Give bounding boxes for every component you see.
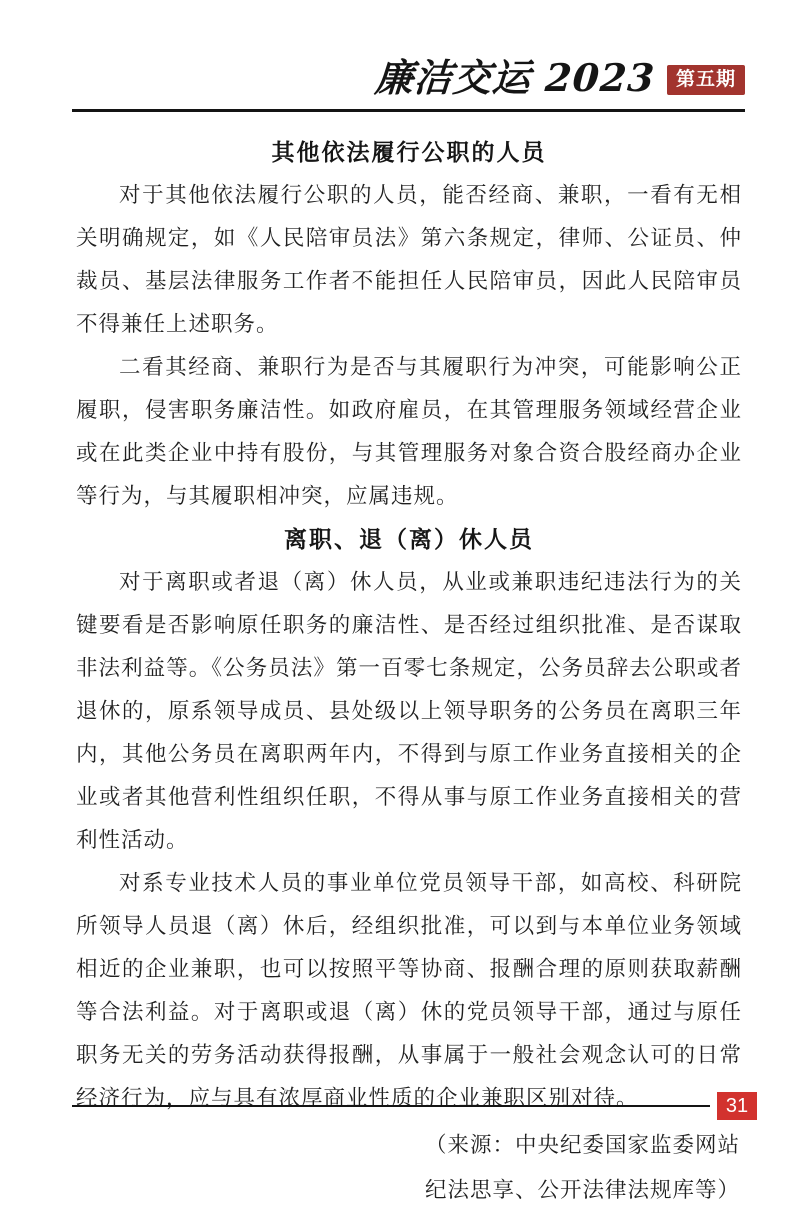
issue-number-badge: 第五期: [667, 65, 745, 95]
page-header: [0, 0, 800, 112]
source-attribution: [76, 1120, 742, 1213]
source-line: （来源：中央纪委国家监委网站: [424, 1133, 740, 1157]
page-footer: [72, 1092, 757, 1120]
masthead-title: 廉洁交运 2023: [373, 55, 657, 100]
paragraph: 二看其经商、兼职行为是否与其履职行为冲突，可能影响公正履职，侵害职务廉洁性。如政府雇员，在其管理服务领域经营企业或在此类企业中持有股份，与其管理服务对象合资合股经商办企业等行为，与其履职相冲突，应属违规。: [76, 355, 742, 508]
section-heading-retired-personnel: 离职、退（离）休人员: [284, 526, 534, 552]
footer-divider: [72, 1105, 710, 1107]
section-heading-public-officials: 其他依法履行公职的人员: [271, 139, 547, 165]
masthead: [0, 0, 800, 100]
source-line: 纪法思享、公开法律法规库等）: [424, 1178, 740, 1202]
paragraph: 对系专业技术人员的事业单位党员领导干部，如高校、科研院所领导人员退（离）休后，经组织批准，可以到与本单位业务领域相近的企业兼职，也可以按照平等协商、报酬合理的原则获取薪酬等合法利益。对于离职或退（离）休的党员领导干部，通过与原任职务无关的劳务活动获得报酬，从事属于一般社会观念认可的日常经济行为，应与具有浓厚商业性质的企业兼职区别对待。: [76, 871, 742, 1110]
paragraph: 对于其他依法履行公职的人员，能否经商、兼职，一看有无相关明确规定，如《人民陪审员法》第六条规定，律师、公证员、仲裁员、基层法律服务工作者不能担任人民陪审员，因此人民陪审员不得兼任上述职务。: [76, 183, 742, 336]
paragraph: 对于离职或者退（离）休人员，从业或兼职违纪违法行为的关键要看是否影响原任职务的廉洁性、是否经过组织批准、是否谋取非法利益等。《公务员法》第一百零七条规定，公务员辞去公职或者退休的，原系领导成员、县处级以上领导职务的公务员在离职三年内，其他公务员在离职两年内，不得到与原工作业务直接相关的企业或者其他营利性组织任职，不得从事与原工作业务直接相关的营利性活动。: [76, 570, 742, 852]
page-number-badge: 31: [717, 1092, 757, 1120]
article-body: [76, 112, 742, 1213]
